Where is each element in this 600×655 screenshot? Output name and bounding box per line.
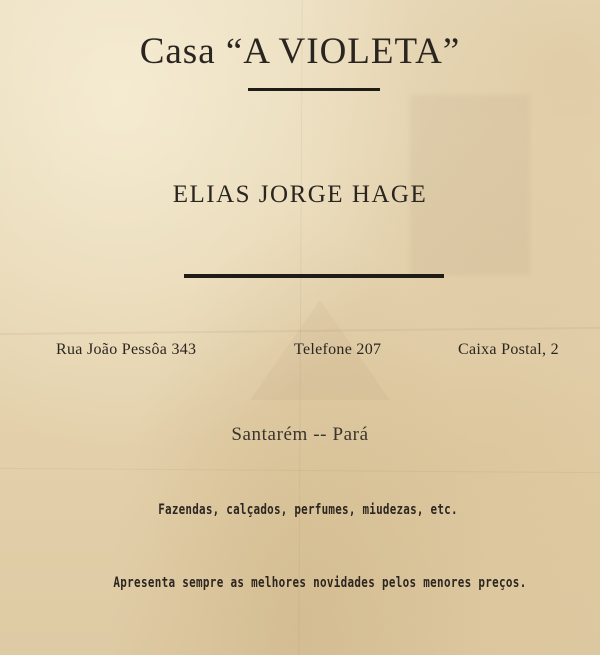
- shop-name-heading: Casa “A VIOLETA”: [139, 31, 461, 72]
- po-box: Caixa Postal, 2: [458, 341, 559, 358]
- goods-list: Fazendas, calçados, perfumes, miudezas, etc.: [158, 502, 458, 518]
- city-location: Santarém -- Pará: [231, 424, 369, 445]
- phone-number: Telefone 207: [294, 341, 382, 358]
- owner-name: ELIAS JORGE HAGE: [172, 181, 428, 208]
- middle-divider-rule: [184, 274, 444, 278]
- street-address: Rua João Pessôa 343: [56, 341, 197, 358]
- slogan: Apresenta sempre as melhores novidades pelos menores preços.: [113, 575, 527, 591]
- top-divider-rule: [248, 88, 380, 91]
